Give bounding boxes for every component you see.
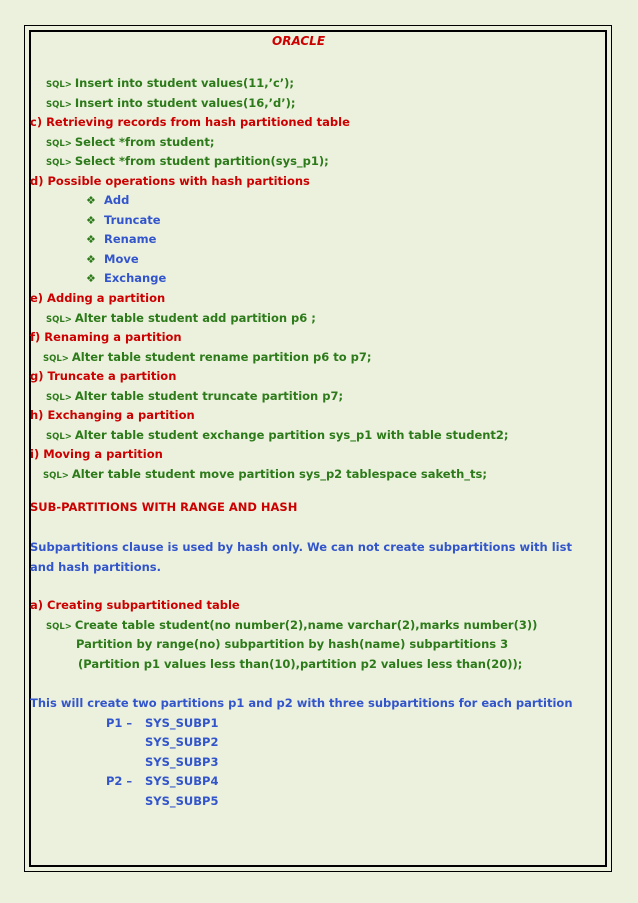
sql-prompt: SQL> [46, 622, 72, 632]
sql-command: Alter table student add partition p6 ; [74, 311, 316, 325]
list-item-move [86, 252, 139, 267]
sql-line-select-2 [46, 154, 329, 170]
heading-possible-operations: d) Possible operations with hash partitions [30, 174, 310, 188]
subpartition-sys-subp3: SYS_SUBP3 [145, 755, 219, 769]
sql-line-move-partition [43, 467, 487, 483]
subpartition-sys-subp2: SYS_SUBP2 [145, 735, 219, 749]
sql-command: Select *from student; [74, 135, 215, 149]
partition-p1-label: P1 – [106, 716, 133, 730]
subpartition-sys-subp5: SYS_SUBP5 [145, 794, 219, 808]
sql-line-truncate-partition [46, 389, 343, 405]
sql-line-partition-values: (Partition p1 values less than(10),partition p2 values less than(20)); [78, 657, 523, 671]
diamond-bullet-icon: ❖ [86, 214, 96, 227]
sql-command: Alter table student truncate partition p7; [74, 389, 344, 403]
heading-adding-partition: e) Adding a partition [30, 291, 166, 305]
subpartition-sys-subp4: SYS_SUBP4 [145, 774, 219, 788]
diamond-bullet-icon: ❖ [86, 272, 96, 285]
sql-command: Insert into student values(11,’c’); [74, 76, 295, 90]
result-description: This will create two partitions p1 and p2 with three subpartitions for each partition [30, 696, 573, 710]
sql-prompt: SQL> [43, 354, 69, 364]
sql-line-insert-1 [46, 76, 294, 92]
sql-command: Insert into student values(16,’d’); [74, 96, 296, 110]
heading-creating-subpartitioned-table: a) Creating subpartitioned table [30, 598, 240, 612]
sql-prompt: SQL> [46, 80, 72, 90]
heading-moving-partition: i) Moving a partition [30, 447, 163, 461]
list-item-exchange [86, 271, 166, 286]
sql-prompt: SQL> [46, 432, 72, 442]
sql-prompt: SQL> [46, 139, 72, 149]
sql-prompt: SQL> [43, 471, 69, 481]
subpartitions-note: Subpartitions clause is used by hash only. We can not create subpartitions with list and hash partitions. [30, 540, 572, 574]
heading-exchanging-partition: h) Exchanging a partition [30, 408, 195, 422]
sql-command: Alter table student exchange partition sys_p1 with table student2; [74, 428, 509, 442]
sql-line-partition-by: Partition by range(no) subpartition by hash(name) subpartitions 3 [76, 637, 509, 651]
heading-truncate-partition: g) Truncate a partition [30, 369, 177, 383]
sql-line-insert-2 [46, 96, 295, 112]
sql-prompt: SQL> [46, 100, 72, 110]
sql-command: Alter table student move partition sys_p2 tablespace saketh_ts; [71, 467, 487, 481]
subpartition-sys-subp1: SYS_SUBP1 [145, 716, 219, 730]
list-item-label: Move [104, 252, 139, 266]
list-item-add [86, 193, 129, 208]
list-item-label: Rename [104, 232, 157, 246]
heading-renaming-partition: f) Renaming a partition [30, 330, 182, 344]
diamond-bullet-icon: ❖ [86, 233, 96, 246]
diamond-bullet-icon: ❖ [86, 194, 96, 207]
list-item-rename [86, 232, 156, 247]
list-item-label: Truncate [104, 213, 161, 227]
partition-p2-label: P2 – [106, 774, 133, 788]
list-item-label: Exchange [104, 271, 167, 285]
sql-line-exchange-partition [46, 428, 509, 444]
list-item-label: Add [104, 193, 130, 207]
heading-retrieving-records: c) Retrieving records from hash partitioned table [30, 115, 350, 129]
sql-command: Alter table student rename partition p6 to p7; [71, 350, 372, 364]
sql-line-add-partition [46, 311, 316, 327]
heading-sub-partitions: SUB-PARTITIONS WITH RANGE AND HASH [30, 500, 298, 514]
sql-command: Create table student(no number(2),name varchar(2),marks number(3)) [74, 618, 538, 632]
diamond-bullet-icon: ❖ [86, 253, 96, 266]
sql-line-select-1 [46, 135, 214, 151]
sql-prompt: SQL> [46, 393, 72, 403]
sql-command: Select *from student partition(sys_p1); [74, 154, 329, 168]
sql-line-create-table [46, 618, 537, 634]
sql-prompt: SQL> [46, 158, 72, 168]
page-title: ORACLE [272, 34, 326, 48]
list-item-truncate [86, 213, 161, 228]
sql-line-rename-partition [43, 350, 372, 366]
sql-prompt: SQL> [46, 315, 72, 325]
